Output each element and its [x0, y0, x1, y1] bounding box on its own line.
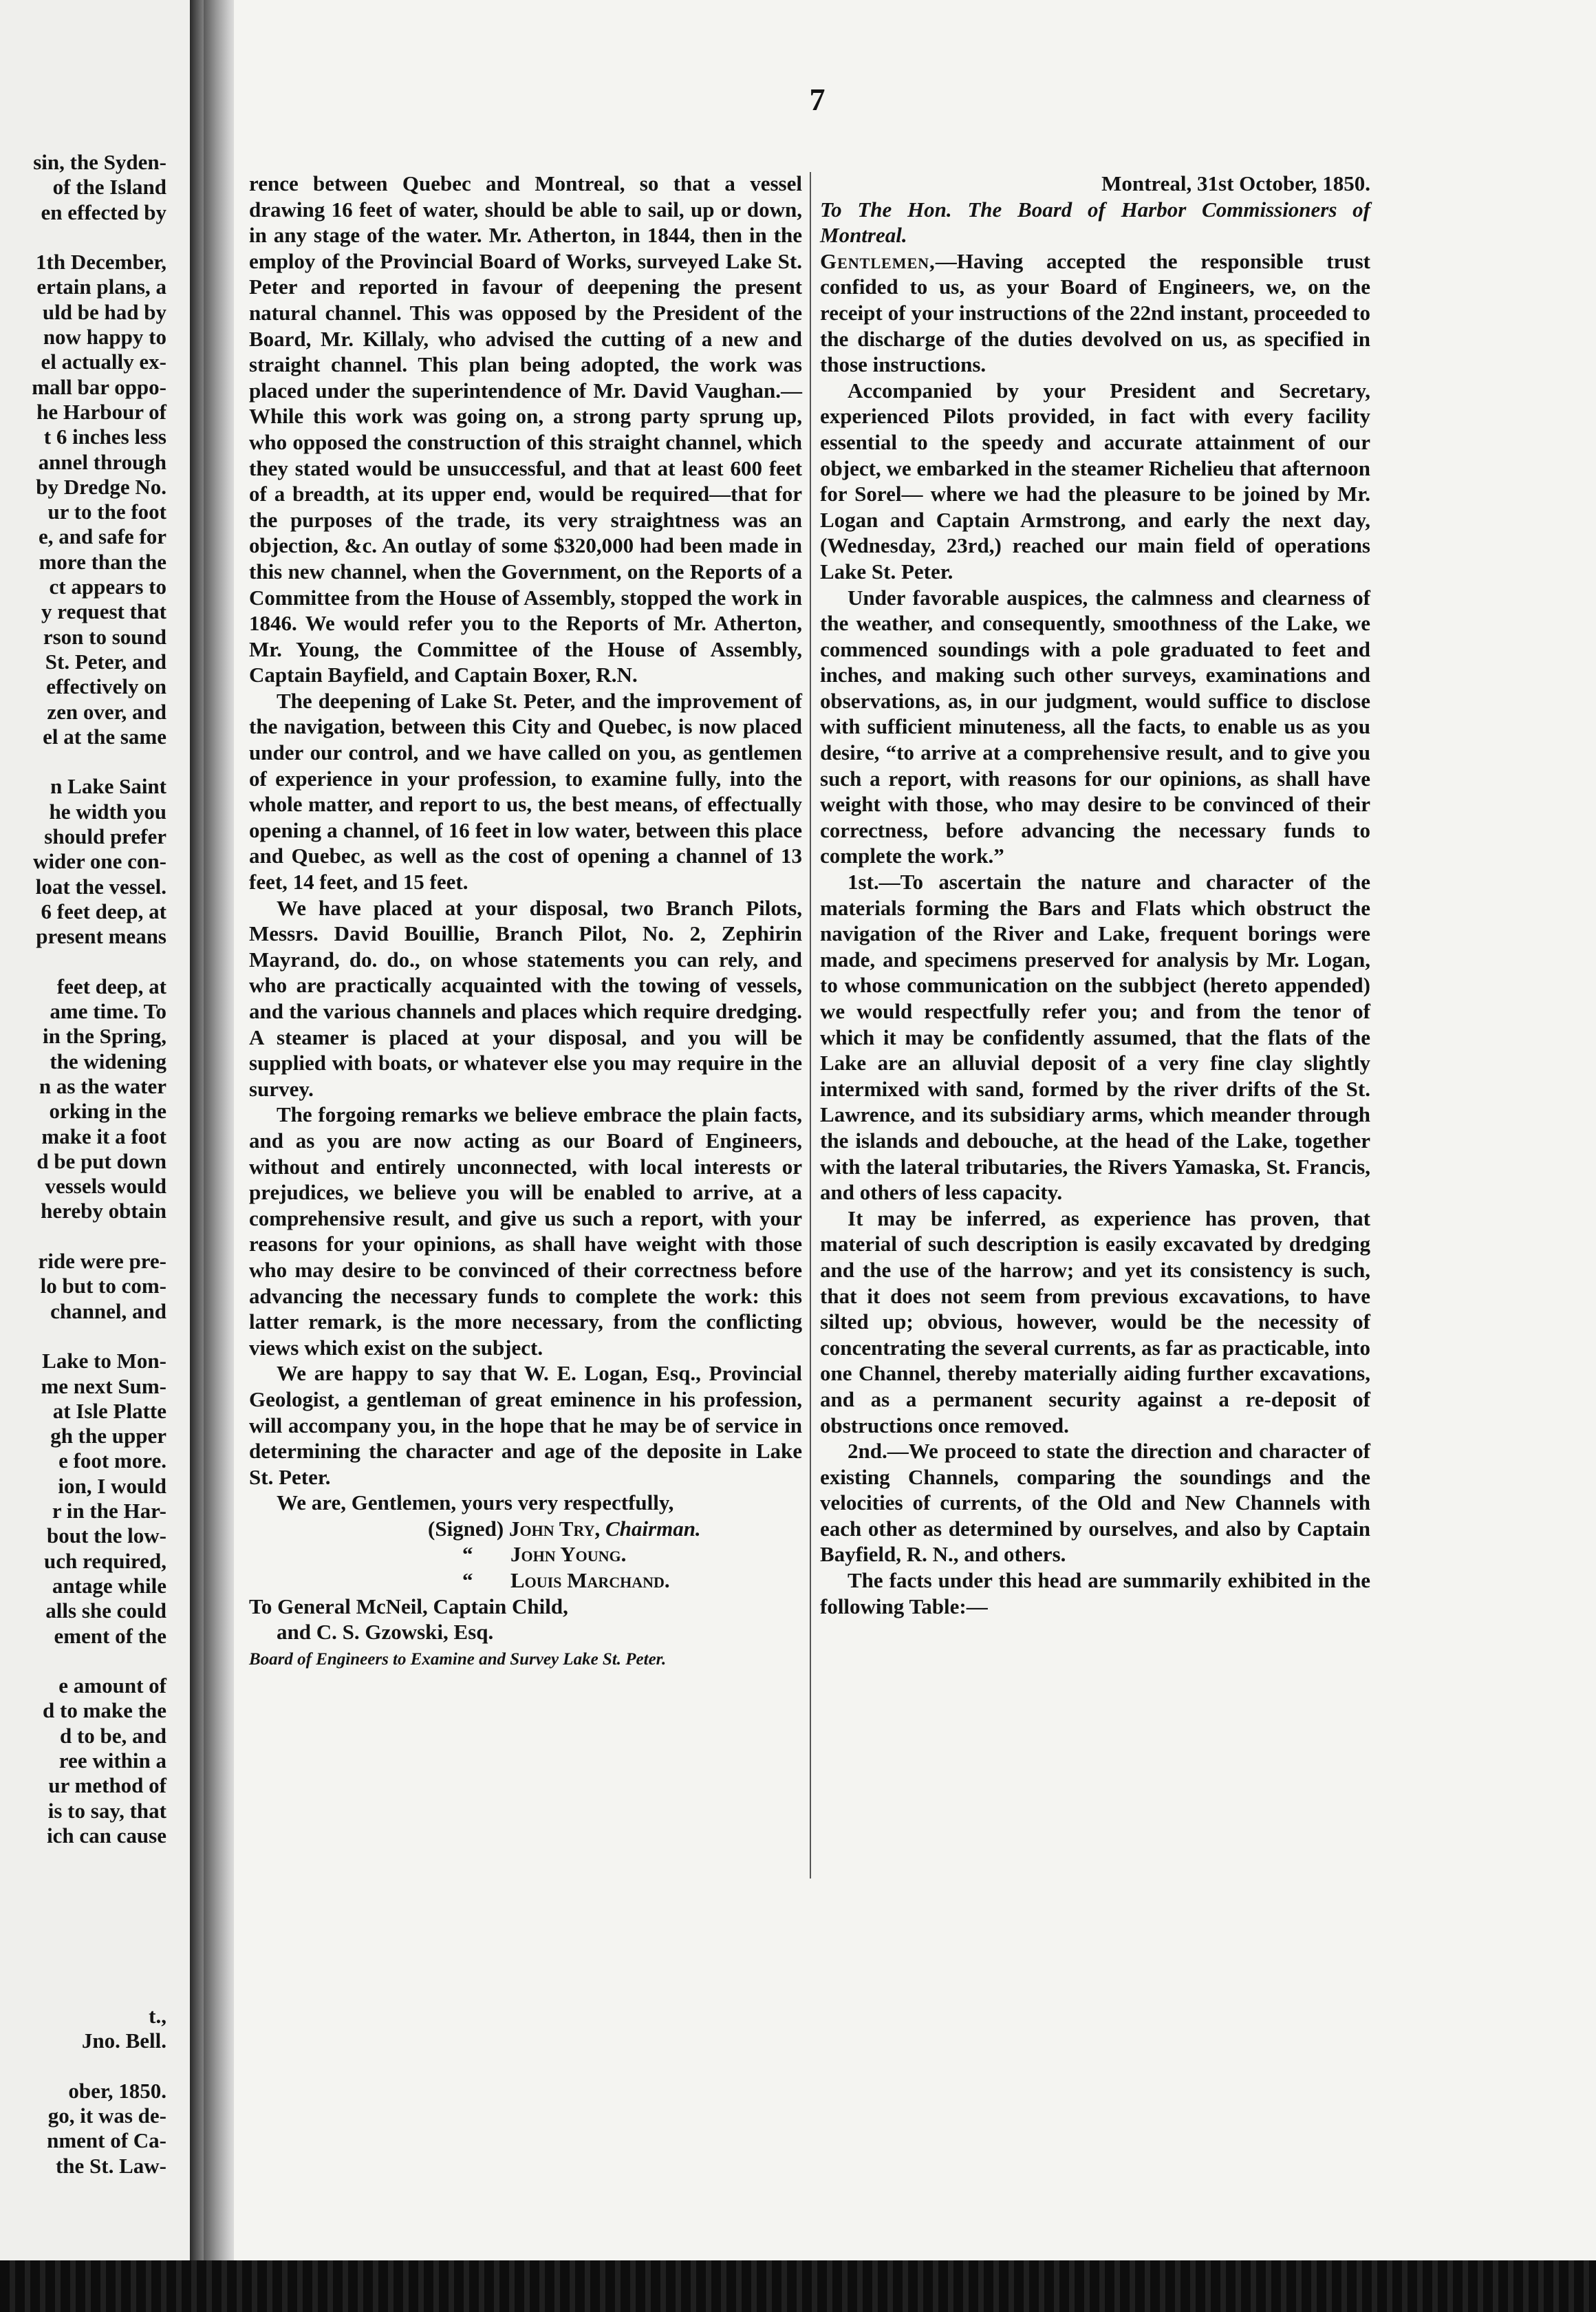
facing-page-line [0, 2054, 166, 2079]
signature-mark: “ [462, 1542, 473, 1567]
facing-page-line: e, and safe for [39, 524, 166, 549]
facing-page-fragment [0, 0, 206, 2312]
facing-page-line: by Dredge No. [36, 474, 166, 499]
facing-page-line: zen over, and [47, 699, 166, 724]
paragraph: rence between Quebec and Montreal, so that a vessel drawing 16 feet of water, should be able to sail, up or down, in any stage of the water. Mr. Atherton, in 1844, then in the employ of the Provincial Board of Works, surveyed Lake St. Peter and reported in favour of deepening the present natural channel. This was opposed by the President of the Board, Mr. Killaly, who advised the cutting of a new and straight channel. This plan being adopted, the work was placed under the superintendence of Mr. David Vaughan.— While this work was going on, a strong party sprung up, who opposed the construction of this straight channel, which they stated would be unsuccessful, and that at least 600 feet of a breadth, at its upper end, would be required—that for the purposes of the trade, its very straightness was an objection, &c. An outlay of some $320,000 had been made in this new channel, when the Government, on the Reports of a Committee from the House of Assembly, stopped the work in 1846. We would refer you to the Reports of Mr. Atherton, Mr. Young, the Committee of the House of Assembly, Captain Bayfield, and Captain Boxer, R.N. [249, 171, 802, 687]
page-number: 7 [809, 82, 826, 117]
address-heading: To The Hon. The Board of Harbor Commissioners of Montreal. [820, 197, 1370, 248]
facing-page-line: at Isle Platte [52, 1398, 166, 1423]
left-column [249, 171, 802, 1672]
facing-page-line: ame time. To [50, 999, 166, 1024]
facing-page-line: antage while [52, 1573, 166, 1598]
facing-page-line: n as the water [39, 1073, 166, 1098]
facing-page-line: orking in the [49, 1099, 166, 1124]
facing-page-line: the St. Law- [55, 2153, 166, 2178]
facing-page-text [0, 150, 166, 1848]
facing-page-line: ich can cause [47, 1823, 166, 1848]
facing-page-line: bout the low- [47, 1523, 166, 1548]
facing-page-line [0, 225, 166, 250]
paragraph-text: —Having accepted the responsible trust confided to us, as your Board of Engineers, we, on the receipt of your instructions of the 22nd instant, proceeded to the discharge of the duties devolved on us, as specified in those instructions. [820, 248, 1370, 377]
signature-mark: “ [462, 1568, 473, 1593]
facing-page-line: hereby obtain [41, 1199, 166, 1223]
facing-page-line [0, 749, 166, 774]
facing-page-line: 1th December, [36, 250, 166, 275]
facing-page-line: feet deep, at [56, 974, 166, 998]
scan-edge-band [0, 2260, 1596, 2312]
facing-page-line: 6 feet deep, at [41, 899, 166, 923]
facing-page-line: make it a foot [41, 1124, 166, 1148]
facing-page-line: ur to the foot [47, 500, 166, 524]
facing-page-line: ober, 1850. [68, 2078, 166, 2103]
closing-line: We are, Gentlemen, yours very respectfully, [277, 1490, 674, 1515]
facing-page-line [0, 950, 166, 974]
signature-name: John Try, [509, 1516, 601, 1541]
paragraph: It may be inferred, as experience has proven, that material of such description is easily excavated by dredging and the use of the harrow; and yet its consistency is such, that it does not seem from previous excavations, to have silted up; obvious, however, would be the necessity of concentrating the several currents, as far as practicable, into one Channel, thereby materially aiding further excavations, and as a permanent security against a re-deposit of obstructions once removed. [820, 1206, 1370, 1437]
facing-page-line: ur method of [48, 1773, 166, 1798]
signature-row [249, 1541, 802, 1567]
facing-page-line: uch required, [44, 1548, 166, 1573]
facing-page-line: r in the Har- [52, 1499, 166, 1523]
facing-page-line: loat the vessel. [35, 874, 166, 899]
addressee-line: To General McNeil, Captain Child, [249, 1594, 568, 1618]
facing-page-line: ree within a [58, 1748, 166, 1773]
facing-page-line: in the Spring, [42, 1024, 166, 1049]
paragraph: 1st.—To ascertain the nature and character of the materials forming the Bars and Flats which obstruct the navigation of the River and Lake, frequent borings were made, and specimens preserved for analysis by Mr. Logan, to whose communication on the subbject (hereto appended) we would respectfully refer you; and from the tenor of which it may be confidently assumed, that the flats of the Lake are an alluvial deposit of a very fine clay slightly intermixed with sand, formed by the river drifts of the St. Lawrence, and its subsidiary arms, which meander through the islands and debouche, at the head of the Lake, together with the lateral tributaries, the Rivers Yamaska, St. Francis, and others of less capacity. [820, 870, 1370, 1205]
facing-page-line: channel, and [50, 1298, 166, 1323]
facing-page-line: nment of Ca- [47, 2128, 166, 2153]
board-caption: Board of Engineers to Examine and Survey Lake St. Peter. [249, 1649, 667, 1669]
facing-page-line: the widening [50, 1049, 166, 1073]
facing-page-line: ertain plans, a [36, 275, 166, 299]
facing-page-line: me next Sum- [41, 1373, 166, 1398]
paragraph: The forgoing remarks we believe embrace the plain facts, and as you are now acting as our Board of Engineers, without and entirely unconnected, with local interests or prejudices, we believe you will be enabled to arrive, at a comprehensive result, and give us such a report, with your reasons for your opinions, as shall have weight with those who may desire to be convinced of their correctness before advancing the necessary funds to complete the work: this latter remark, is the more necessary, from the conflicting views which exist on the subject. [249, 1102, 802, 1360]
facing-page-line: vessels would [45, 1174, 166, 1199]
salutation: Gentlemen, [820, 248, 936, 273]
facing-page-line: el actually ex- [41, 350, 166, 374]
facing-page-line: ride were pre- [38, 1249, 166, 1274]
facing-page-line: annel through [38, 449, 166, 474]
facing-page-line: d to make the [43, 1698, 166, 1723]
signature-row [249, 1567, 802, 1594]
facing-page-line: St. Peter, and [45, 649, 166, 674]
facing-page-line: present means [36, 924, 166, 949]
right-column [820, 171, 1370, 1619]
facing-page-line: t., [149, 2004, 166, 2028]
signature-mark: (Signed) [428, 1516, 504, 1541]
facing-page-line: en effected by [41, 200, 166, 224]
facing-page-line: e amount of [58, 1673, 166, 1698]
facing-page-line [0, 1649, 166, 1673]
signature-name: Louis Marchand. [510, 1568, 670, 1593]
facing-page-line: gh the upper [50, 1424, 166, 1448]
facing-page-line: more than the [39, 549, 166, 574]
signature-name: John Young. [510, 1542, 627, 1567]
column-divider [810, 172, 811, 1878]
facing-page-line: t 6 inches less [43, 425, 166, 449]
facing-page-line: ement of the [54, 1623, 166, 1648]
facing-page-line: rson to sound [43, 624, 166, 649]
facing-page-line: effectively on [46, 674, 166, 699]
facing-page-line: sin, the Syden- [33, 150, 166, 174]
facing-page-line: Lake to Mon- [42, 1349, 166, 1373]
facing-page-line: d be put down [36, 1148, 166, 1173]
facing-page-line: now happy to [43, 325, 166, 350]
addressee-line: and C. S. Gzowski, Esq. [277, 1620, 494, 1645]
facing-page-line: is to say, that [47, 1798, 166, 1823]
facing-page-line: e foot more. [58, 1448, 166, 1473]
facing-page-line [0, 1324, 166, 1349]
facing-page-line: n Lake Saint [50, 774, 166, 799]
facing-page-line: mall bar oppo- [32, 374, 166, 399]
facing-page-line: Jno. Bell. [81, 2029, 166, 2053]
signature-block [249, 1516, 802, 1594]
facing-page-line: should prefer [44, 824, 166, 849]
paragraph: Accompanied by your President and Secretary, experienced Pilots provided, in fact with every facility essential to the speedy and accurate attainment of our object, we embarked in the steamer Richelieu that afternoon for Sorel— where we had the pleasure to be joined by Mr. Logan and Captain Armstrong, and early the next day, (Wednesday, 23rd,) reached our main field of operations Lake St. Peter. [820, 378, 1370, 584]
facing-page-line: ion, I would [58, 1473, 166, 1498]
facing-page-line: uld be had by [42, 299, 166, 324]
signature-row [249, 1516, 802, 1542]
paragraph: 2nd.—We proceed to state the direction and character of existing Channels, comparing the soundings and the velocities of currents, of the Old and New Channels with each other as determined by ourselves, and also by Captain Bayfield, R. N., and others. [820, 1439, 1370, 1567]
paragraph: The facts under this head are summarily exhibited in the following Table:— [820, 1568, 1370, 1618]
facing-page-line: he width you [49, 799, 166, 824]
paragraph [820, 248, 1370, 378]
facing-page-line [0, 1224, 166, 1249]
facing-page-line: wider one con- [32, 849, 166, 874]
facing-page-line: lo but to com- [40, 1274, 166, 1298]
facing-page-line: y request that [41, 599, 166, 624]
facing-page-line: he Harbour of [36, 399, 166, 424]
facing-page-line: go, it was de- [47, 2104, 166, 2128]
facing-page-line: alls she could [45, 1598, 166, 1623]
facing-page-line: of the Island [52, 175, 166, 200]
facing-page-bottom-text [0, 2004, 166, 2179]
dateline: Montreal, 31st October, 1850. [1101, 171, 1370, 195]
paragraph: We are happy to say that W. E. Logan, Esq., Provincial Geologist, a gentleman of great eminence in his profession, will accompany you, in the hope that he may be of service in determining the character and age of the deposite in Lake St. Peter. [249, 1361, 802, 1489]
paragraph: Under favorable auspices, the calmness and clearness of the weather, and consequently, smoothness of the Lake, we commenced soundings with a pole graduated to feet and inches, and making such other surveys, examinations and observations, as, in our judgment, would suffice to disclose with sufficient minuteness, all the facts, to enable us as you desire, “to arrive at a comprehensive result, and to give you such a report, with reasons for our opinions, as shall have weight with those, who may desire to be convinced of their correctness, before advancing the necessary funds to complete the work.” [820, 585, 1370, 868]
paragraph: The deepening of Lake St. Peter, and the improvement of the navigation, between this City and Quebec, is now placed under our control, and we have called on you, as gentlemen of experience in your profession, to examine fully, into the whole matter, and report to us, the best means, of effectually opening a channel, of 16 feet in low water, between this place and Quebec, as well as the cost of opening a channel of 13 feet, 14 feet, and 15 feet. [249, 688, 802, 895]
facing-page-line: el at the same [43, 724, 166, 749]
signature-role: Chairman. [605, 1516, 701, 1541]
paragraph: We have placed at your disposal, two Branch Pilots, Messrs. David Bouillie, Branch Pilot, No. 2, Zephirin Mayrand, do. do., on whose statements you can rely, and who are practically acquainted with the towing of vessels, and the various channels and places which require dredging. A steamer is placed at your disposal, and you will be supplied with boats, or whatever else you may require in the survey. [249, 895, 802, 1101]
facing-page-line: ct appears to [49, 575, 166, 599]
facing-page-line: d to be, and [59, 1723, 166, 1748]
